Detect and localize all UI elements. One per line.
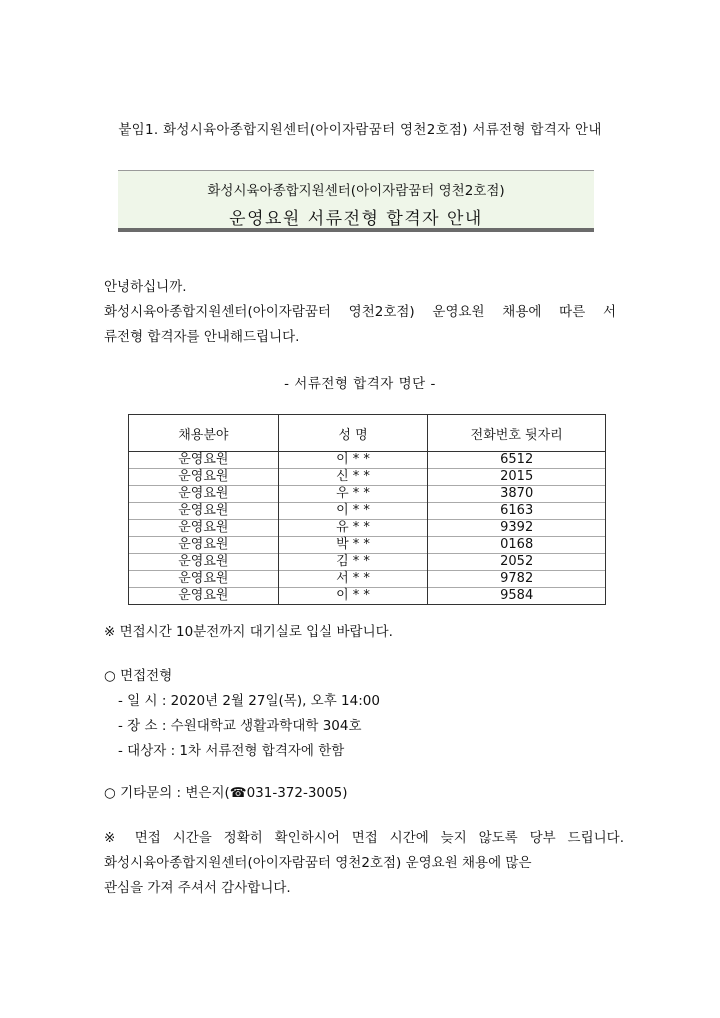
closing-paragraph bbox=[104, 826, 624, 901]
intro-greeting: 안녕하십니까. bbox=[104, 279, 187, 295]
cell-field: 운영요원 bbox=[129, 469, 279, 486]
cell-phone: 0168 bbox=[428, 537, 606, 554]
cell-phone: 2052 bbox=[428, 554, 606, 571]
table-row bbox=[129, 588, 606, 605]
cell-phone: 2015 bbox=[428, 469, 606, 486]
cell-name: 이 * * bbox=[278, 503, 428, 520]
intro-line: 화성시육아종합지원센터(아이자람꿈터 영천2호점) 운영요원 채용에 따른 서 bbox=[104, 304, 616, 320]
interview-item-datetime bbox=[104, 689, 380, 714]
cell-name: 이 * * bbox=[278, 452, 428, 469]
roster-table bbox=[128, 414, 606, 605]
table-row bbox=[129, 520, 606, 537]
title-box-subtitle: 화성시육아종합지원센터(아이자람꿈터 영천2호점) bbox=[207, 183, 505, 199]
cell-field: 운영요원 bbox=[129, 554, 279, 571]
cell-field: 운영요원 bbox=[129, 588, 279, 605]
item-label: - 대상자 bbox=[118, 743, 167, 759]
table-row bbox=[129, 503, 606, 520]
intro-line: 류전형 합격자를 안내해드립니다. bbox=[104, 329, 300, 345]
closing-line: ※ 면접 시간을 정확히 확인하시어 면접 시간에 늦지 않도록 당부 드립니다. bbox=[104, 830, 624, 846]
column-header-name: 성 명 bbox=[278, 415, 428, 452]
table-row bbox=[129, 486, 606, 503]
cell-name: 신 * * bbox=[278, 469, 428, 486]
interview-item-location bbox=[104, 714, 380, 739]
cell-name: 유 * * bbox=[278, 520, 428, 537]
roster-title: - 서류전형 합격자 명단 - bbox=[284, 376, 436, 392]
interview-section bbox=[104, 664, 380, 764]
cell-phone: 9782 bbox=[428, 571, 606, 588]
cell-phone: 9584 bbox=[428, 588, 606, 605]
table-row bbox=[129, 452, 606, 469]
cell-field: 운영요원 bbox=[129, 537, 279, 554]
cell-field: 운영요원 bbox=[129, 520, 279, 537]
item-value: : 수원대학교 생활과학대학 304호 bbox=[161, 718, 362, 734]
title-box bbox=[118, 170, 594, 232]
contact-info: ○ 기타문의 : 변은지(☎031-372-3005) bbox=[104, 785, 348, 801]
interview-item-target bbox=[104, 739, 380, 764]
column-header-phone: 전화번호 뒷자리 bbox=[428, 415, 606, 452]
attachment-title: 붙임1. 화성시육아종합지원센터(아이자람꿈터 영천2호점) 서류전형 합격자 안내 bbox=[118, 122, 602, 138]
cell-field: 운영요원 bbox=[129, 503, 279, 520]
cell-phone: 9392 bbox=[428, 520, 606, 537]
intro-paragraph bbox=[104, 275, 616, 350]
cell-name: 김 * * bbox=[278, 554, 428, 571]
interview-heading: ○ 면접전형 bbox=[104, 668, 173, 684]
table-row bbox=[129, 554, 606, 571]
cell-field: 운영요원 bbox=[129, 452, 279, 469]
cell-name: 박 * * bbox=[278, 537, 428, 554]
item-value: : 2020년 2월 27일(목), 오후 14:00 bbox=[161, 693, 380, 709]
cell-name: 우 * * bbox=[278, 486, 428, 503]
table-row bbox=[129, 571, 606, 588]
cell-name: 이 * * bbox=[278, 588, 428, 605]
cell-field: 운영요원 bbox=[129, 486, 279, 503]
arrival-note: ※ 면접시간 10분전까지 대기실로 입실 바랍니다. bbox=[104, 624, 393, 640]
closing-line: 관심을 가져 주셔서 감사합니다. bbox=[104, 880, 291, 896]
item-value: : 1차 서류전형 합격자에 한함 bbox=[170, 743, 345, 759]
item-label: - 일 시 bbox=[118, 693, 158, 709]
cell-phone: 6163 bbox=[428, 503, 606, 520]
cell-phone: 6512 bbox=[428, 452, 606, 469]
cell-field: 운영요원 bbox=[129, 571, 279, 588]
table-row bbox=[129, 469, 606, 486]
cell-phone: 3870 bbox=[428, 486, 606, 503]
table-row bbox=[129, 537, 606, 554]
table-header-row bbox=[129, 415, 606, 452]
title-box-title: 운영요원 서류전형 합격자 안내 bbox=[229, 209, 483, 229]
item-label: - 장 소 bbox=[118, 718, 158, 734]
closing-line: 화성시육아종합지원센터(아이자람꿈터 영천2호점) 운영요원 채용에 많은 bbox=[104, 855, 532, 871]
cell-name: 서 * * bbox=[278, 571, 428, 588]
column-header-field: 채용분야 bbox=[129, 415, 279, 452]
